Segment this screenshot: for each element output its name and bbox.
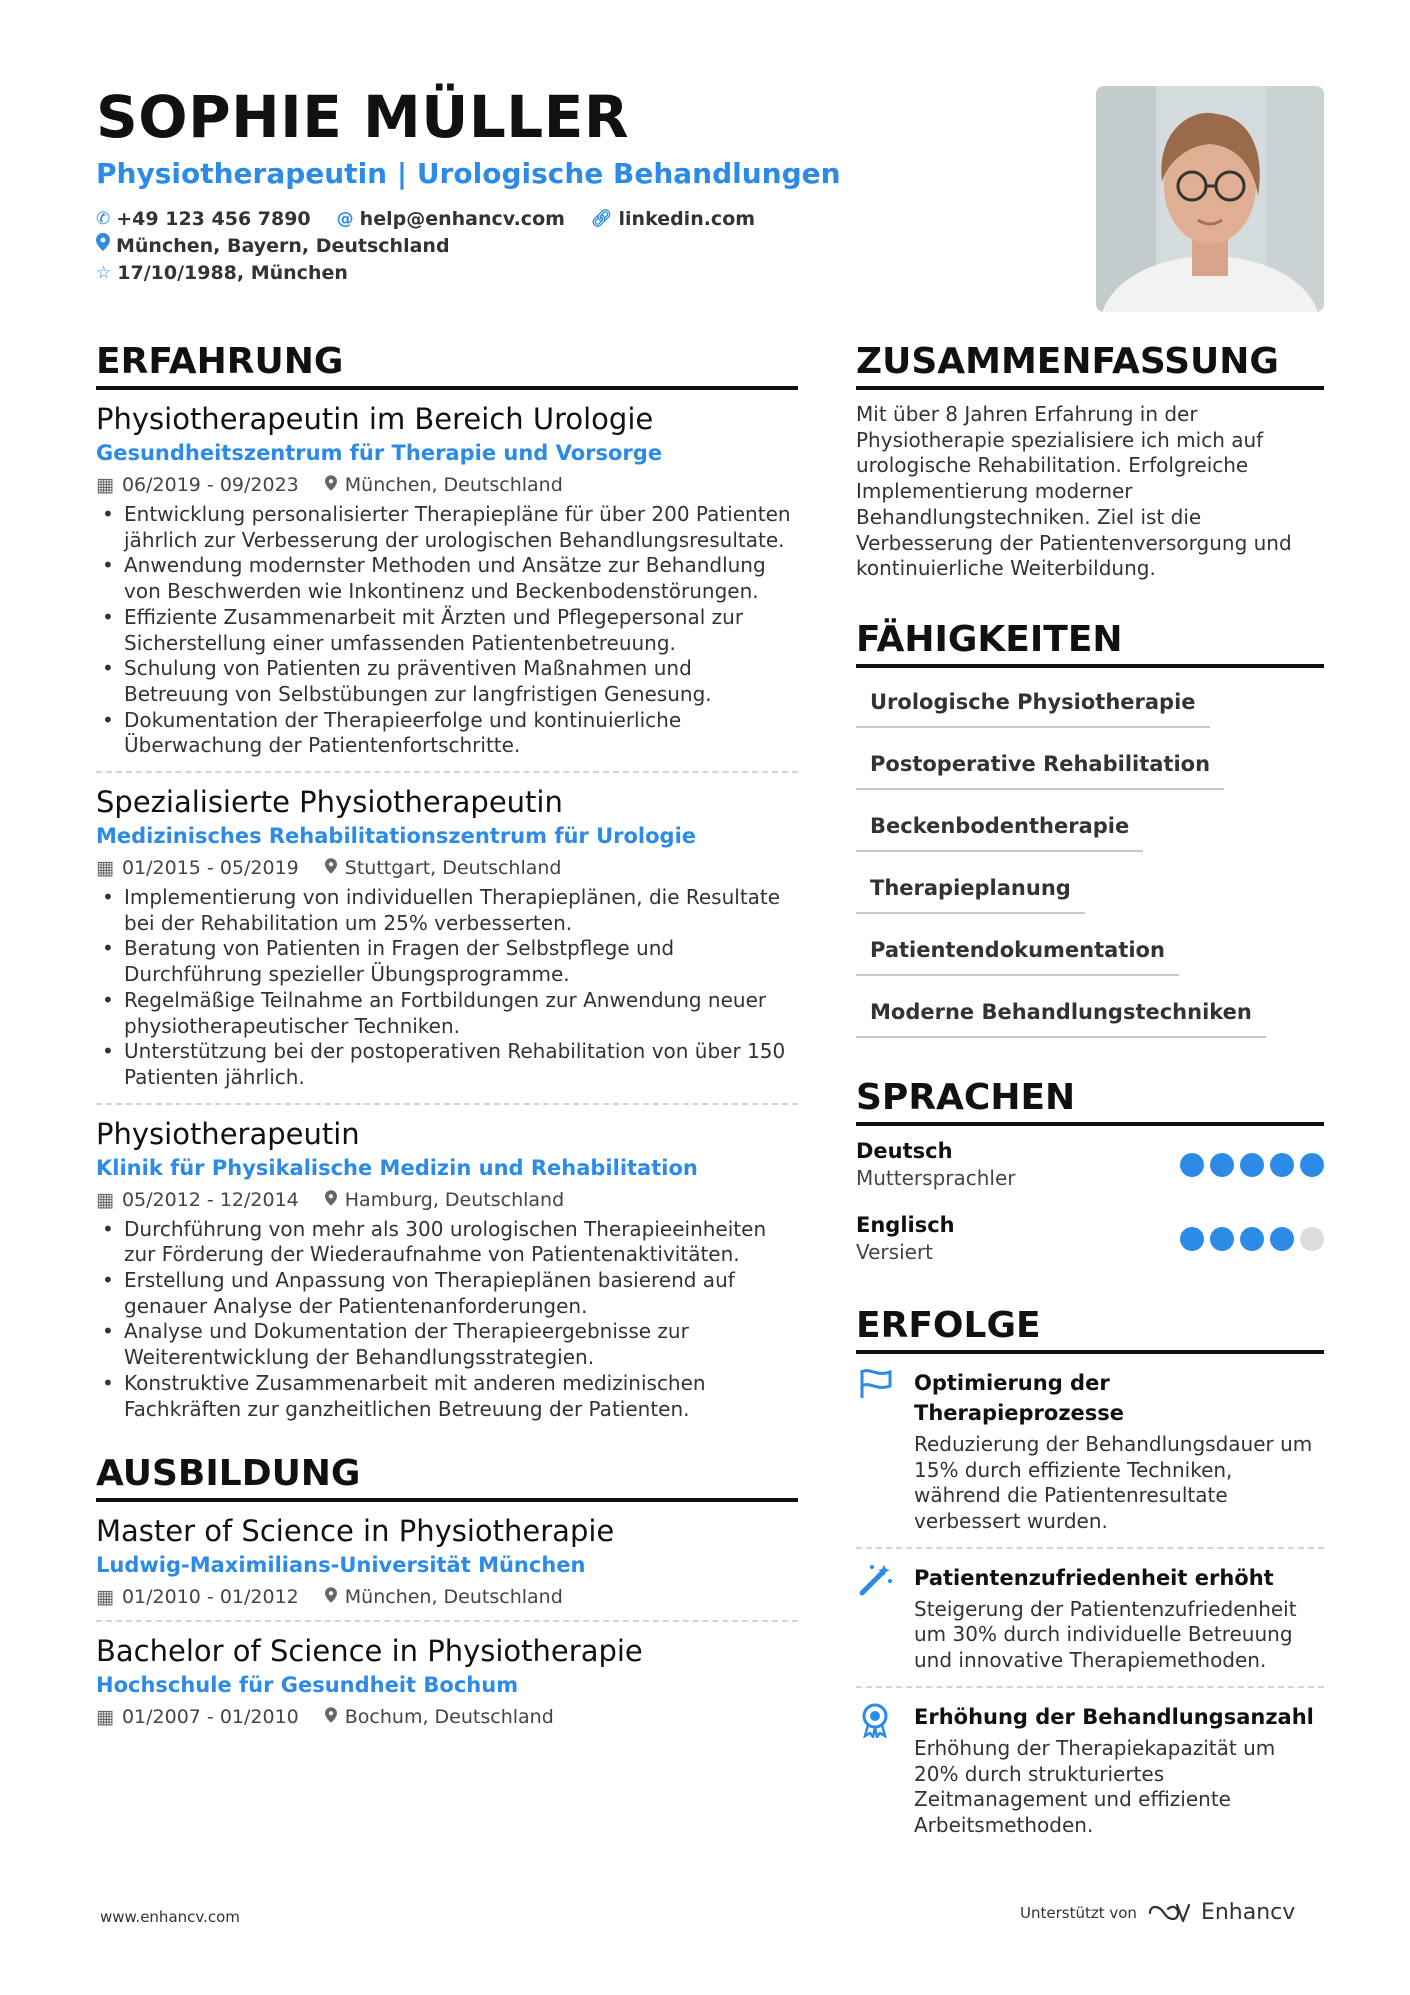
summary-text: Mit über 8 Jahren Erfahrung in der Physiotherapie spezialisiere ich mich auf urologische Rehabilitation. Erfolgreiche Implementierung moderner Behandlungstechniken. Ziel ist die Verbesserung der Patientenversorgung und kontinuierliche Weiterbildung. — [856, 402, 1292, 581]
language-item — [856, 1212, 1324, 1266]
rating-dot-filled — [1210, 1153, 1234, 1177]
bullet-item: • Konstruktive Zusammenarbeit mit anderen medizinischen Fachkräften zur ganzheitlichen Betreuung der Patienten. — [96, 1371, 798, 1422]
candidate-name: SOPHIE MÜLLER — [96, 83, 630, 151]
footer-website[interactable]: www.enhancv.com — [100, 1908, 240, 1926]
bullet-item: • Anwendung modernster Methoden und Ansätze zur Behandlung von Beschwerden wie Inkontinenz und Beckenbodenstörungen. — [96, 553, 798, 604]
bullet-item: • Analyse und Dokumentation der Therapieergebnisse zur Weiterentwicklung der Behandlungsstrategien. — [96, 1319, 798, 1370]
education-location: Bochum, Deutschland — [344, 1706, 554, 1729]
section-title-skills: FÄHIGKEITEN — [856, 618, 1324, 668]
section-title-summary: ZUSAMMENFASSUNG — [856, 340, 1324, 390]
skill-tag: Patientendokumentation — [856, 930, 1179, 976]
map-pin-icon — [325, 1582, 337, 1612]
location-text: München, Bayern, Deutschland — [116, 235, 450, 257]
experience-list — [96, 390, 798, 1434]
achievement-item — [856, 1354, 1324, 1549]
degree-title: Bachelor of Science in Physiotherapie — [96, 1634, 643, 1669]
job-location: München, Deutschland — [344, 474, 563, 496]
resume-header — [96, 82, 1056, 287]
bullet-item: • Effiziente Zusammenarbeit mit Ärzten und Pflegepersonal zur Sicherstellung einer umfassenden Patientenbetreuung. — [96, 605, 798, 656]
enhancv-logo-icon — [1147, 1901, 1193, 1925]
school-name: Ludwig-Maximilians-Universität München — [96, 1553, 586, 1578]
bullet-item: • Beratung von Patienten in Fragen der Selbstpflege und Durchführung spezieller Übungsprogramme. — [96, 936, 798, 987]
map-pin-icon — [96, 233, 110, 260]
language-name: Englisch — [856, 1212, 955, 1237]
map-pin-icon — [325, 1702, 337, 1732]
achievement-desc: Steigerung der Patientenzufriedenheit um 30% durch individuelle Betreuung und innovative Therapiemethoden. — [914, 1596, 1297, 1673]
contact-info-row2 — [96, 260, 1056, 287]
star-icon: ☆ — [96, 263, 112, 283]
achievement-title: Optimierung der Therapieprozesse — [914, 1370, 1125, 1425]
job-location: Stuttgart, Deutschland — [344, 857, 562, 880]
rating-dot-filled — [1240, 1153, 1264, 1177]
rating-dot-filled — [1300, 1153, 1324, 1177]
job-location: Hamburg, Deutschland — [344, 1188, 565, 1211]
job-title: Physiotherapeutin im Bereich Urologie — [96, 402, 654, 436]
skill-tag: Moderne Behandlungstechniken — [856, 992, 1266, 1038]
education-dates: 01/2007 - 01/2010 — [121, 1706, 299, 1729]
calendar-icon: ▦ — [96, 857, 114, 880]
bullet-item: • Erstellung und Anpassung von Therapieplänen basierend auf genauer Analyse der Patientenanforderungen. — [96, 1268, 798, 1319]
phone-icon: ✆ — [96, 209, 111, 229]
language-item — [856, 1138, 1324, 1192]
job-meta — [96, 853, 798, 883]
bullet-item: • Entwicklung personalisierter Therapiepläne für über 200 Patienten jährlich zur Verbesserung der urologischen Behandlungsresultate. — [96, 502, 798, 553]
rating-dot-filled — [1240, 1227, 1264, 1251]
job-meta — [96, 1185, 798, 1215]
flag-icon — [856, 1368, 914, 1535]
skill-tag: Therapieplanung — [856, 868, 1085, 914]
achievement-title: Patientenzufriedenheit erhöht — [914, 1565, 1274, 1590]
linkedin-text: linkedin.com — [618, 208, 756, 230]
job-meta — [96, 470, 798, 500]
achievement-desc: Reduzierung der Behandlungsdauer um 15% durch effiziente Techniken, während die Patientenresultate verbessert wurden. — [914, 1431, 1313, 1534]
enhancv-logo[interactable] — [1147, 1900, 1295, 1925]
company-name: Gesundheitszentrum für Therapie und Vorsorge — [96, 441, 663, 465]
bullet-item: • Dokumentation der Therapieerfolge und kontinuierliche Überwachung der Patientenfortschritte. — [96, 708, 798, 759]
skill-tag: Beckenbodentherapie — [856, 806, 1143, 852]
language-rating — [1174, 1153, 1324, 1177]
calendar-icon: ▦ — [96, 1188, 114, 1211]
section-title-education: AUSBILDUNG — [96, 1452, 798, 1502]
language-name: Deutsch — [856, 1138, 953, 1163]
bullet-item: • Schulung von Patienten zu präventiven Maßnahmen und Betreuung von Selbstübungen zur langfristigen Genesung. — [96, 656, 798, 707]
contact-linkedin[interactable] — [591, 206, 755, 233]
bullet-item: • Durchführung von mehr als 300 urologischen Therapieeinheiten zur Förderung der Wiederaufnahme von Patientenaktivitäten. — [96, 1217, 798, 1268]
section-title-achievements: ERFOLGE — [856, 1304, 1324, 1354]
job-title: Spezialisierte Physiotherapeutin — [96, 785, 563, 820]
magic-wand-icon — [856, 1563, 914, 1674]
contact-birth — [96, 260, 348, 287]
section-title-languages: SPRACHEN — [856, 1076, 1324, 1126]
candidate-headline: Physiotherapeutin | Urologische Behandlungen — [96, 157, 841, 190]
job-dates: 06/2019 - 09/2023 — [121, 474, 299, 496]
link-icon: 🔗︎ — [590, 209, 613, 229]
education-item — [96, 1622, 798, 1740]
education-location: München, Deutschland — [344, 1586, 563, 1609]
rating-dot-empty — [1300, 1227, 1324, 1251]
education-item — [96, 1502, 798, 1622]
email-text: help@enhancv.com — [359, 208, 565, 230]
language-rating — [1174, 1227, 1324, 1251]
brand-name: Enhancv — [1200, 1900, 1296, 1925]
school-name: Hochschule für Gesundheit Bochum — [96, 1673, 519, 1698]
calendar-icon: ▦ — [96, 1706, 114, 1729]
achievement-title: Erhöhung der Behandlungsanzahl — [914, 1704, 1314, 1729]
left-column — [96, 340, 798, 1740]
job-bullets — [96, 502, 798, 759]
language-level: Muttersprachler — [856, 1165, 1016, 1190]
job-title: Physiotherapeutin — [96, 1116, 360, 1151]
skill-tag: Urologische Physiotherapie — [856, 682, 1210, 728]
at-icon: @ — [336, 209, 354, 229]
rating-dot-filled — [1210, 1227, 1234, 1251]
map-pin-icon — [325, 1185, 337, 1215]
birth-text: 17/10/1988, München — [117, 262, 348, 284]
skill-tag: Postoperative Rehabilitation — [856, 744, 1224, 790]
company-name: Medizinisches Rehabilitationszentrum für Urologie — [96, 824, 697, 849]
company-name: Klinik für Physikalische Medizin und Rehabilitation — [96, 1155, 698, 1180]
experience-item — [96, 390, 798, 773]
map-pin-icon — [325, 470, 337, 500]
rating-dot-filled — [1270, 1153, 1294, 1177]
education-meta — [96, 1702, 798, 1732]
experience-item — [96, 1105, 798, 1435]
phone-text: +49 123 456 7890 — [116, 208, 311, 230]
powered-by-text: Unterstützt von — [1020, 1903, 1137, 1922]
bullet-item: • Regelmäßige Teilnahme an Fortbildungen zur Anwendung neuer physiotherapeutischer Techniken. — [96, 988, 798, 1039]
calendar-icon: ▦ — [96, 474, 114, 496]
job-dates: 05/2012 - 12/2014 — [121, 1188, 299, 1211]
degree-title: Master of Science in Physiotherapie — [96, 1514, 615, 1549]
experience-item — [96, 773, 798, 1105]
right-column — [856, 340, 1324, 1851]
education-meta — [96, 1582, 798, 1612]
map-pin-icon — [325, 853, 337, 883]
rating-dot-filled — [1180, 1153, 1204, 1177]
rating-dot-filled — [1180, 1227, 1204, 1251]
contact-email[interactable] — [337, 206, 565, 233]
job-bullets — [96, 885, 798, 1091]
rating-dot-filled — [1270, 1227, 1294, 1251]
achievement-desc: Erhöhung der Therapiekapazität um 20% durch strukturiertes Zeitmanagement und effiziente Arbeitsmethoden. — [914, 1735, 1276, 1837]
language-level: Versiert — [856, 1239, 934, 1264]
skills-list — [856, 682, 1324, 1054]
achievement-item — [856, 1688, 1324, 1851]
job-dates: 01/2015 - 05/2019 — [121, 857, 299, 880]
education-dates: 01/2010 - 01/2012 — [121, 1586, 299, 1609]
contact-phone[interactable] — [96, 206, 311, 233]
section-title-experience: ERFAHRUNG — [96, 340, 798, 390]
bullet-item: • Implementierung von individuellen Therapieplänen, die Resultate bei der Rehabilitation um 25% verbesserten. — [96, 885, 798, 936]
award-badge-icon — [856, 1702, 914, 1839]
contact-location — [96, 233, 450, 260]
profile-photo — [1096, 86, 1324, 312]
calendar-icon: ▦ — [96, 1586, 114, 1609]
contact-info — [96, 206, 1056, 260]
job-bullets — [96, 1217, 798, 1423]
bullet-item: • Unterstützung bei der postoperativen Rehabilitation von über 150 Patienten jährlich. — [96, 1039, 798, 1090]
footer-branding — [1020, 1900, 1295, 1925]
achievement-item — [856, 1549, 1324, 1688]
